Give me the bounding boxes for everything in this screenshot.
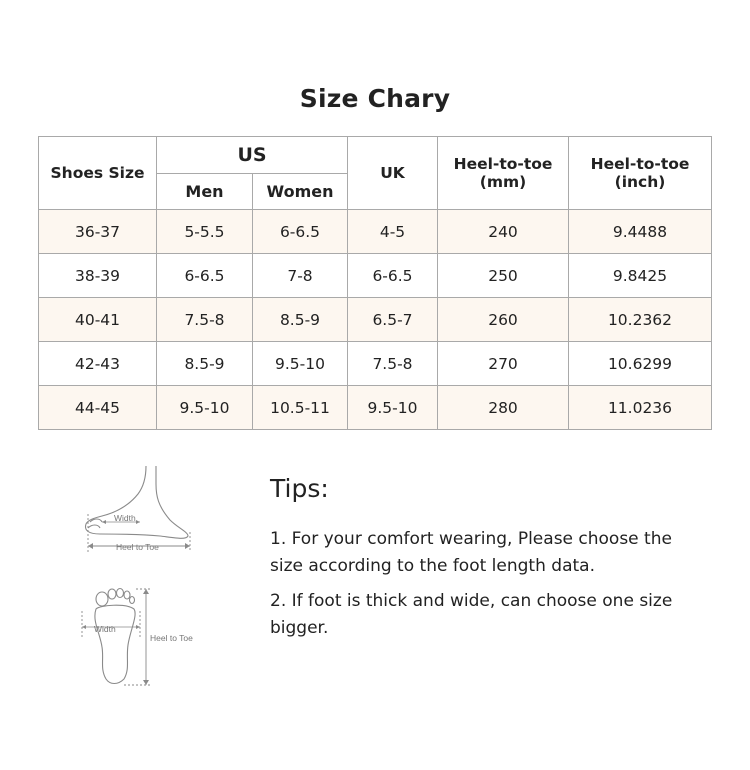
side-width-label: Width [114,513,136,523]
cell-size: 44-45 [39,386,157,430]
sole-width-label: Width [94,624,116,634]
table-row [39,386,712,430]
cell-inch: 9.4488 [569,210,712,254]
foot-sole-outline [95,605,135,683]
header-heel-inch-line2: (inch) [614,173,666,191]
header-heel-mm [438,137,569,210]
cell-mm: 260 [438,298,569,342]
table-row [39,342,712,386]
cell-inch: 11.0236 [569,386,712,430]
tip-2 [270,588,700,642]
tip-2-line-1: 2. If foot is thick and wide, can choose one size [270,591,673,611]
foot-side-outline [86,466,188,538]
cell-uk: 6.5-7 [348,298,438,342]
cell-size: 40-41 [39,298,157,342]
side-length-label: Heel to Toe [116,542,159,552]
header-heel-inch [569,137,712,210]
cell-women: 9.5-10 [253,342,348,386]
cell-mm: 250 [438,254,569,298]
cell-uk: 6-6.5 [348,254,438,298]
cell-size: 38-39 [39,254,157,298]
header-heel-mm-line1: Heel-to-toe [453,155,553,173]
cell-uk: 9.5-10 [348,386,438,430]
header-shoes-size: Shoes Size [39,137,157,210]
cell-men: 5-5.5 [157,210,253,254]
page-title: Size Chary [299,84,451,113]
foot-side-diagram [78,462,208,557]
cell-men: 7.5-8 [157,298,253,342]
cell-men: 9.5-10 [157,386,253,430]
table-row [39,254,712,298]
cell-women: 7-8 [253,254,348,298]
cell-size: 36-37 [39,210,157,254]
cell-size: 42-43 [39,342,157,386]
tips-heading: Tips: [270,474,329,503]
header-heel-inch-line1: Heel-to-toe [590,155,690,173]
cell-inch: 10.6299 [569,342,712,386]
header-women: Women [253,174,348,210]
tip-1-line-1: 1. For your comfort wearing, Please choose the [270,529,672,549]
sole-length-label: Heel to Toe [150,633,193,643]
size-chart-table [38,136,712,430]
cell-men: 8.5-9 [157,342,253,386]
cell-mm: 280 [438,386,569,430]
cell-mm: 270 [438,342,569,386]
cell-inch: 9.8425 [569,254,712,298]
header-men: Men [157,174,253,210]
cell-men: 6-6.5 [157,254,253,298]
tip-1-line-2: size according to the foot length data. [270,556,595,576]
foot-sole-diagram [78,585,208,690]
cell-women: 6-6.5 [253,210,348,254]
cell-uk: 7.5-8 [348,342,438,386]
cell-women: 10.5-11 [253,386,348,430]
cell-inch: 10.2362 [569,298,712,342]
header-us: US [157,137,348,174]
tip-2-line-2: bigger. [270,618,329,638]
tip-1 [270,526,700,580]
table-row [39,298,712,342]
header-heel-mm-line2: (mm) [479,173,527,191]
cell-women: 8.5-9 [253,298,348,342]
cell-uk: 4-5 [348,210,438,254]
header-uk: UK [348,137,438,210]
table-row [39,210,712,254]
cell-mm: 240 [438,210,569,254]
